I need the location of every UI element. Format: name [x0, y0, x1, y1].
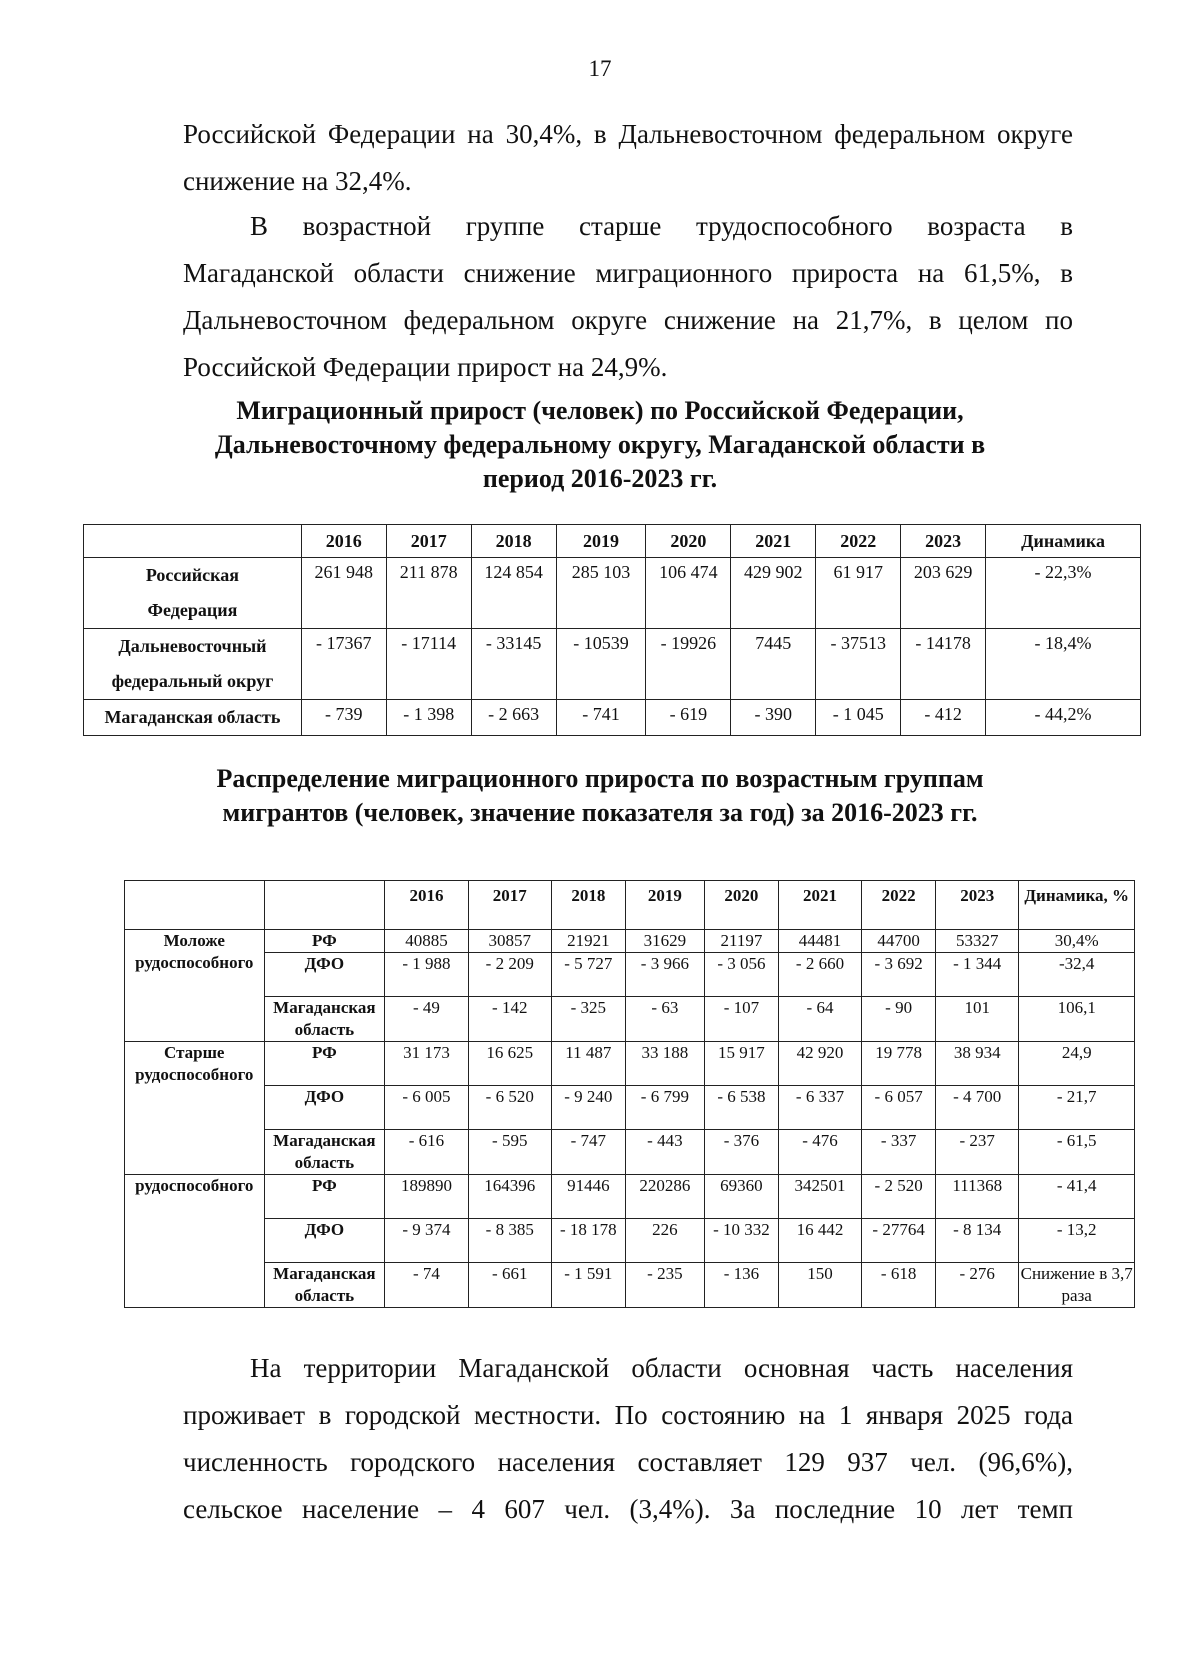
table-row: [84, 700, 1141, 736]
table-cell: 189890: [385, 1175, 468, 1219]
table-cell: 106,1: [1019, 997, 1135, 1042]
table-cell: 69360: [704, 1175, 778, 1219]
table-cell: 150: [778, 1263, 861, 1308]
region-label: ДФО: [264, 1086, 385, 1130]
table-cell: 342501: [778, 1175, 861, 1219]
table-cell: 16 625: [468, 1042, 551, 1086]
table-cell: - 37513: [816, 629, 901, 700]
table-row: [84, 558, 1141, 629]
table-cell: 220286: [625, 1175, 704, 1219]
table-cell: - 136: [704, 1263, 778, 1308]
table-cell: - 1 344: [936, 953, 1019, 997]
header-cell: 2016: [385, 881, 468, 930]
table-cell: - 616: [385, 1130, 468, 1175]
table-cell: - 6 520: [468, 1086, 551, 1130]
table-cell: - 3 692: [862, 953, 936, 997]
row-label-line: Российская: [145, 565, 239, 585]
table-cell: - 17114: [386, 629, 471, 700]
header-cell: 2017: [468, 881, 551, 930]
header-cell: 2022: [862, 881, 936, 930]
table-cell: Снижение в 3,7 раза: [1019, 1263, 1135, 1308]
text-line: сельское население – 4 607 чел. (3,4%). За последние 10 лет темп: [183, 1494, 1073, 1524]
table-cell: 42 920: [778, 1042, 861, 1086]
table-cell: - 74: [385, 1263, 468, 1308]
table-cell: 44700: [862, 930, 936, 953]
table-cell: - 9 374: [385, 1219, 468, 1263]
table-cell: 111368: [936, 1175, 1019, 1219]
table-row: [125, 1175, 1135, 1219]
table-cell: - 5 727: [551, 953, 625, 997]
outro-paragraph: [183, 1345, 1073, 1533]
title-line: Распределение миграционного прироста по возрастным группам: [216, 764, 984, 793]
age-group-label: рудоспособного: [125, 1175, 265, 1308]
header-cell: [125, 881, 265, 930]
table-cell: - 14178: [901, 629, 986, 700]
table-cell: - 2 663: [471, 700, 556, 736]
row-label: [84, 629, 302, 700]
table-row: [84, 629, 1141, 700]
table-cell: - 90: [862, 997, 936, 1042]
table-cell: - 476: [778, 1130, 861, 1175]
title-line: период 2016-2023 гг.: [482, 464, 718, 493]
table-cell: 21921: [551, 930, 625, 953]
table-cell: - 337: [862, 1130, 936, 1175]
table1-title: [90, 394, 1110, 496]
table-cell: - 1 045: [816, 700, 901, 736]
table-cell: 203 629: [901, 558, 986, 629]
table-cell: 226: [625, 1219, 704, 1263]
table-header-row: [125, 881, 1135, 930]
table-cell: 91446: [551, 1175, 625, 1219]
table-cell: -32,4: [1019, 953, 1135, 997]
table-row: [125, 1219, 1135, 1263]
table-cell: 24,9: [1019, 1042, 1135, 1086]
table-cell: 44481: [778, 930, 861, 953]
table-cell: - 412: [901, 700, 986, 736]
region-label: Магаданская область: [264, 1130, 385, 1175]
table-cell: 38 934: [936, 1042, 1019, 1086]
title-line: Дальневосточному федеральному округу, Магаданской области в: [214, 430, 986, 459]
table-cell: - 235: [625, 1263, 704, 1308]
text-line: На территории Магаданской области основная часть населения: [250, 1353, 1073, 1383]
table-cell: - 18 178: [551, 1219, 625, 1263]
table-cell: 21197: [704, 930, 778, 953]
table-cell: - 142: [468, 997, 551, 1042]
table-cell: 261 948: [301, 558, 386, 629]
table-row: [125, 1263, 1135, 1308]
table-cell: 16 442: [778, 1219, 861, 1263]
table-cell: 53327: [936, 930, 1019, 953]
region-label: ДФО: [264, 953, 385, 997]
table-cell: - 6 799: [625, 1086, 704, 1130]
table-cell: - 64: [778, 997, 861, 1042]
table-cell: 31629: [625, 930, 704, 953]
table-cell: 33 188: [625, 1042, 704, 1086]
table-cell: - 49: [385, 997, 468, 1042]
table-cell: 101: [936, 997, 1019, 1042]
table-cell: 19 778: [862, 1042, 936, 1086]
table-cell: - 741: [556, 700, 646, 736]
header-cell: [84, 525, 302, 558]
table-row: [125, 1130, 1135, 1175]
table-cell: - 61,5: [1019, 1130, 1135, 1175]
page-number: 17: [588, 56, 612, 81]
table-row: [125, 930, 1135, 953]
table-cell: 285 103: [556, 558, 646, 629]
table-cell: - 376: [704, 1130, 778, 1175]
age-group-label: Моложе рудоспособного: [125, 930, 265, 1042]
age-group-migration-table: [124, 880, 1135, 1308]
text-line: численность городского населения составляет 129 937 чел. (96,6%),: [183, 1447, 1073, 1477]
title-line: мигрантов (человек, значение показателя за год) за 2016-2023 гг.: [222, 798, 978, 827]
table-cell: - 390: [731, 700, 816, 736]
header-cell: 2017: [386, 525, 471, 558]
table-cell: - 10539: [556, 629, 646, 700]
row-label: [84, 700, 302, 736]
table-header-row: [84, 525, 1141, 558]
table-cell: 30857: [468, 930, 551, 953]
table-cell: - 1 398: [386, 700, 471, 736]
region-label: ДФО: [264, 1219, 385, 1263]
header-cell: 2023: [901, 525, 986, 558]
table-cell: - 739: [301, 700, 386, 736]
table-cell: 211 878: [386, 558, 471, 629]
intro-paragraph-2: [183, 203, 1073, 391]
table-cell: - 443: [625, 1130, 704, 1175]
table-cell: - 325: [551, 997, 625, 1042]
table-row: [125, 1042, 1135, 1086]
table-cell: - 1 591: [551, 1263, 625, 1308]
table-cell: - 2 209: [468, 953, 551, 997]
table-cell: 61 917: [816, 558, 901, 629]
header-cell: 2018: [471, 525, 556, 558]
text-line: Российской Федерации на 30,4%, в Дальневосточном федеральном округе: [183, 119, 1073, 149]
table-cell: 7445: [731, 629, 816, 700]
table-row: [125, 997, 1135, 1042]
table-cell: - 619: [646, 700, 731, 736]
table-cell: 164396: [468, 1175, 551, 1219]
table2-title: [90, 762, 1110, 830]
table-cell: - 18,4%: [986, 629, 1141, 700]
table-cell: - 661: [468, 1263, 551, 1308]
table-cell: - 237: [936, 1130, 1019, 1175]
table-row: [125, 1086, 1135, 1130]
table-cell: - 27764: [862, 1219, 936, 1263]
row-label-line: Дальневосточный: [118, 636, 267, 656]
table-cell: - 6 057: [862, 1086, 936, 1130]
table-cell: - 21,7: [1019, 1086, 1135, 1130]
table-cell: - 10 332: [704, 1219, 778, 1263]
header-cell: [264, 881, 385, 930]
header-cell: 2019: [625, 881, 704, 930]
header-cell: 2018: [551, 881, 625, 930]
header-cell: 2021: [731, 525, 816, 558]
region-label: Магаданская область: [264, 997, 385, 1042]
header-cell: 2016: [301, 525, 386, 558]
table-cell: 11 487: [551, 1042, 625, 1086]
table-cell: - 6 538: [704, 1086, 778, 1130]
table-cell: - 8 134: [936, 1219, 1019, 1263]
header-cell: 2021: [778, 881, 861, 930]
table-cell: - 3 966: [625, 953, 704, 997]
table-cell: 124 854: [471, 558, 556, 629]
text-line: В возрастной группе старше трудоспособного возраста в: [250, 211, 1073, 241]
table-cell: 429 902: [731, 558, 816, 629]
text-line: снижение на 32,4%.: [183, 166, 412, 196]
region-label: РФ: [264, 930, 385, 953]
row-label: [84, 558, 302, 629]
table-cell: - 618: [862, 1263, 936, 1308]
table-cell: - 3 056: [704, 953, 778, 997]
region-label: Магаданская область: [264, 1263, 385, 1308]
table-cell: 40885: [385, 930, 468, 953]
table-cell: - 19926: [646, 629, 731, 700]
header-cell: 2019: [556, 525, 646, 558]
table-cell: - 8 385: [468, 1219, 551, 1263]
table-cell: - 44,2%: [986, 700, 1141, 736]
table-cell: - 17367: [301, 629, 386, 700]
table-cell: - 33145: [471, 629, 556, 700]
migration-growth-table: [83, 524, 1141, 736]
table-cell: - 6 005: [385, 1086, 468, 1130]
table-cell: - 276: [936, 1263, 1019, 1308]
table-cell: 15 917: [704, 1042, 778, 1086]
text-line: Магаданской области снижение миграционного прироста на 61,5%, в: [183, 258, 1073, 288]
header-cell: 2020: [704, 881, 778, 930]
table-cell: - 107: [704, 997, 778, 1042]
table-cell: - 747: [551, 1130, 625, 1175]
table-cell: - 6 337: [778, 1086, 861, 1130]
table-cell: - 63: [625, 997, 704, 1042]
table-cell: - 2 520: [862, 1175, 936, 1219]
header-cell: Динамика, %: [1019, 881, 1135, 930]
table-cell: - 2 660: [778, 953, 861, 997]
intro-paragraph-1: [183, 111, 1073, 205]
table-cell: 30,4%: [1019, 930, 1135, 953]
title-line: Миграционный прирост (человек) по Российской Федерации,: [236, 396, 964, 425]
region-label: РФ: [264, 1175, 385, 1219]
text-line: Российской Федерации прирост на 24,9%.: [183, 352, 668, 382]
table-cell: - 4 700: [936, 1086, 1019, 1130]
region-label: РФ: [264, 1042, 385, 1086]
row-label-line: Федерация: [147, 600, 238, 620]
table-cell: - 41,4: [1019, 1175, 1135, 1219]
table-cell: - 595: [468, 1130, 551, 1175]
text-line: проживает в городской местности. По состоянию на 1 января 2025 года: [183, 1400, 1073, 1430]
header-cell: Динамика: [986, 525, 1141, 558]
age-group-label: Старше рудоспособного: [125, 1042, 265, 1175]
table-cell: - 22,3%: [986, 558, 1141, 629]
table-cell: - 1 988: [385, 953, 468, 997]
header-cell: 2023: [936, 881, 1019, 930]
header-cell: 2022: [816, 525, 901, 558]
table-cell: - 13,2: [1019, 1219, 1135, 1263]
row-label-line: Магаданская область: [104, 707, 281, 727]
text-line: Дальневосточном федеральном округе снижение на 21,7%, в целом по: [183, 305, 1073, 335]
table-cell: - 9 240: [551, 1086, 625, 1130]
header-cell: 2020: [646, 525, 731, 558]
table-cell: 31 173: [385, 1042, 468, 1086]
table-row: [125, 953, 1135, 997]
row-label-line: федеральный округ: [111, 671, 274, 691]
table-cell: 106 474: [646, 558, 731, 629]
